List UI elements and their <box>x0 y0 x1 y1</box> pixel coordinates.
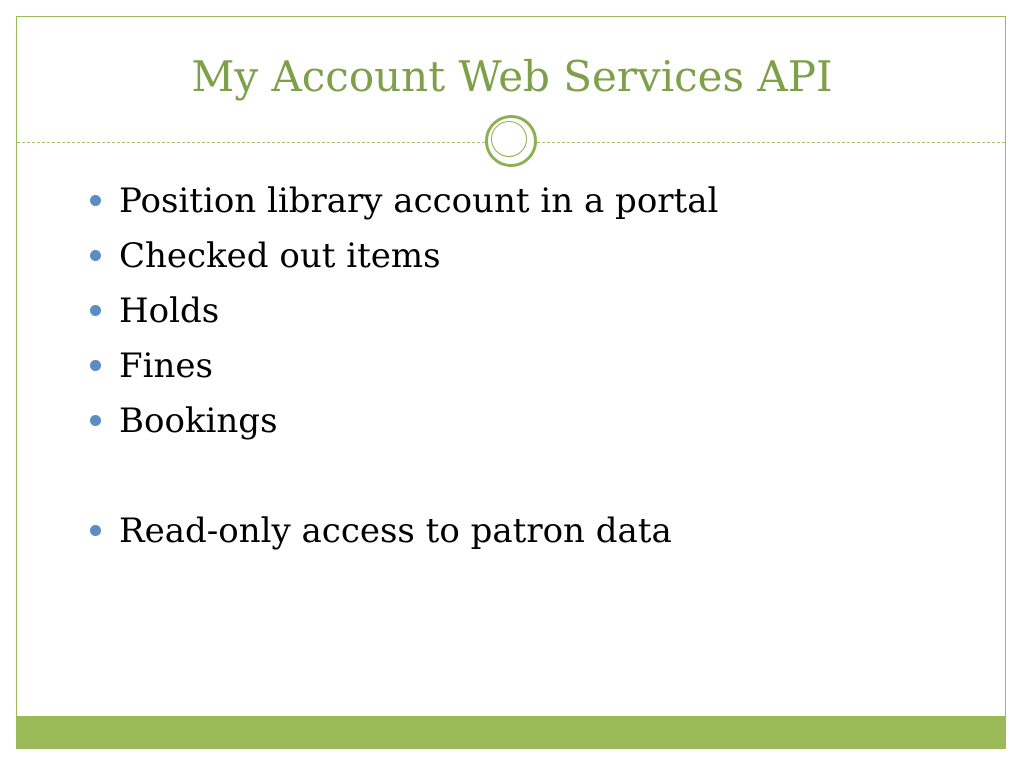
bullet-item <box>88 398 718 453</box>
bullet-dot-icon <box>90 250 101 261</box>
footer-accent-bar <box>17 716 1005 749</box>
bullet-text: Bookings <box>119 401 278 441</box>
bullet-item <box>88 233 718 288</box>
bullet-list <box>88 178 718 563</box>
bullet-dot-icon <box>90 305 101 316</box>
slide-title: My Account Web Services API <box>191 52 833 101</box>
bullet-item <box>88 178 718 233</box>
bullet-text: Holds <box>119 291 220 331</box>
bullet-text: Read-only access to patron data <box>119 511 672 551</box>
bullet-item <box>88 343 718 398</box>
bullet-dot-icon <box>90 415 101 426</box>
ring-ornament-icon <box>485 115 537 167</box>
bullet-text: Position library account in a portal <box>119 181 719 221</box>
bullet-text: Fines <box>119 346 213 386</box>
bullet-spacer <box>88 453 718 508</box>
bullet-dot-icon <box>90 195 101 206</box>
bullet-item <box>88 288 718 343</box>
bullet-dot-icon <box>90 525 101 536</box>
bullet-dot-icon <box>90 360 101 371</box>
bullet-item <box>88 508 718 563</box>
bullet-text: Checked out items <box>119 236 441 276</box>
